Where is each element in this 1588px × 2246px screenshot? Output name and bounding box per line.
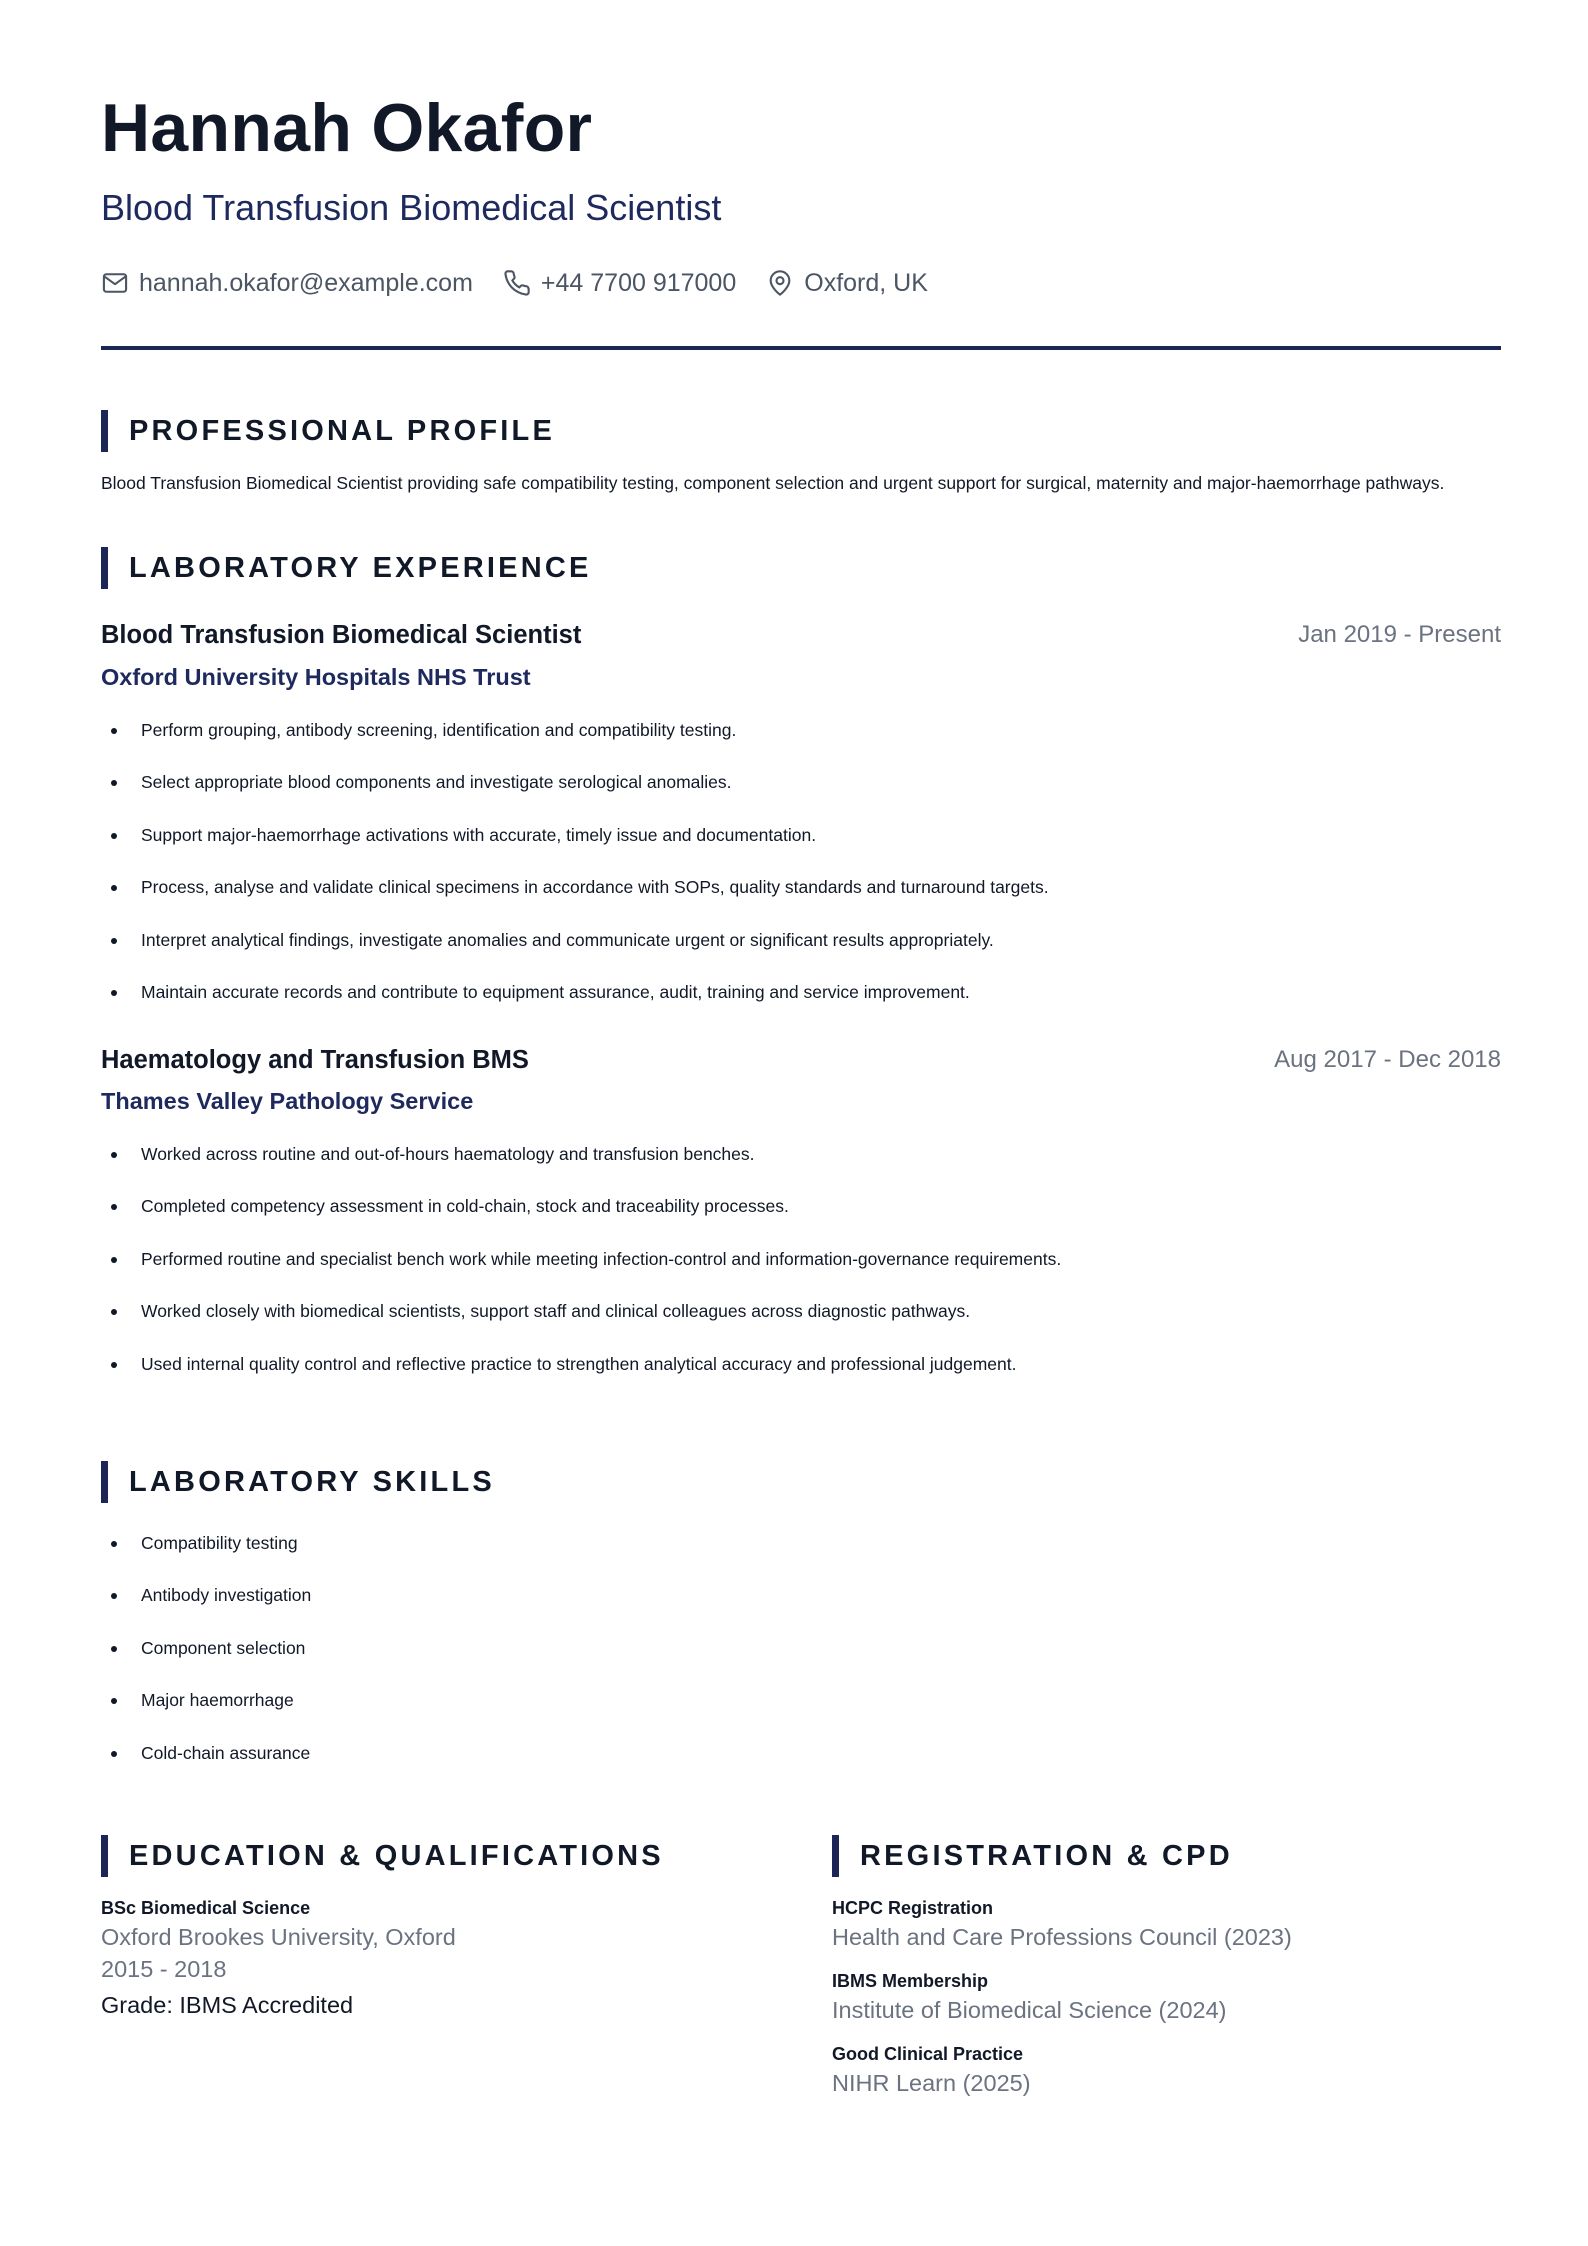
phone-icon bbox=[503, 269, 531, 297]
list-item: Perform grouping, antibody screening, identification and compatibility testing. bbox=[101, 719, 1049, 771]
section-profile-heading bbox=[101, 410, 555, 452]
education-column bbox=[101, 1835, 801, 2020]
education-grade: Grade: IBMS Accredited bbox=[101, 1992, 354, 2018]
contact-location bbox=[766, 268, 928, 298]
list-item: Maintain accurate records and contribute to equipment assurance, audit, training and service improvement. bbox=[101, 981, 1049, 1033]
contact-bar bbox=[101, 268, 958, 298]
list-item: Used internal quality control and reflective practice to strengthen analytical accuracy and professional judgement. bbox=[101, 1353, 1061, 1405]
header-divider bbox=[101, 346, 1501, 350]
skill-item: Compatibility testing bbox=[101, 1532, 311, 1584]
job-2-date: Aug 2017 - Dec 2018 bbox=[1274, 1046, 1501, 1073]
section-accent-bar bbox=[101, 1461, 108, 1503]
list-item: Worked across routine and out-of-hours haematology and transfusion benches. bbox=[101, 1143, 1061, 1195]
section-title: PROFESSIONAL PROFILE bbox=[129, 414, 556, 447]
contact-location-text: Oxford, UK bbox=[804, 269, 928, 297]
job-2-title: Haematology and Transfusion BMS bbox=[101, 1046, 529, 1074]
job-1-date: Jan 2019 - Present bbox=[1298, 621, 1501, 648]
institution: Oxford Brookes University, Oxford bbox=[101, 1924, 456, 1950]
skill-item: Cold-chain assurance bbox=[101, 1742, 311, 1794]
contact-email-text: hannah.okafor@example.com bbox=[139, 269, 473, 297]
mail-icon bbox=[101, 269, 129, 297]
registration-detail: NIHR Learn (2025) bbox=[832, 2070, 1031, 2096]
list-item: Performed routine and specialist bench work while meeting infection-control and information-governance requirements. bbox=[101, 1248, 1061, 1300]
education-years: 2015 - 2018 bbox=[101, 1956, 227, 1982]
section-title: LABORATORY EXPERIENCE bbox=[129, 551, 592, 584]
list-item: Interpret analytical findings, investigate anomalies and communicate urgent or significant results appropriately. bbox=[101, 929, 1049, 981]
list-item: Support major-haemorrhage activations with accurate, timely issue and documentation. bbox=[101, 824, 1049, 876]
section-skills-heading bbox=[101, 1461, 495, 1503]
registration-name: IBMS Membership bbox=[832, 1971, 989, 1991]
degree-name: BSc Biomedical Science bbox=[101, 1898, 311, 1918]
section-accent-bar bbox=[101, 410, 108, 452]
section-experience-heading bbox=[101, 547, 592, 589]
section-title: EDUCATION & QUALIFICATIONS bbox=[129, 1839, 664, 1872]
registration-name: HCPC Registration bbox=[832, 1898, 994, 1918]
candidate-name: Hannah Okafor bbox=[101, 90, 593, 166]
job-1-title: Blood Transfusion Biomedical Scientist bbox=[101, 621, 582, 649]
section-title: REGISTRATION & CPD bbox=[860, 1839, 1233, 1872]
job-1-employer: Oxford University Hospitals NHS Trust bbox=[101, 664, 531, 690]
registration-name: Good Clinical Practice bbox=[832, 2044, 1024, 2064]
registration-item bbox=[832, 2043, 1501, 2098]
list-item: Worked closely with biomedical scientists, support staff and clinical colleagues across diagnostic pathways. bbox=[101, 1300, 1061, 1352]
registration-item bbox=[832, 1970, 1501, 2025]
job-2-employer: Thames Valley Pathology Service bbox=[101, 1088, 474, 1114]
list-item: Select appropriate blood components and investigate serological anomalies. bbox=[101, 771, 1049, 823]
job-2-bullets bbox=[101, 1143, 1061, 1405]
skills-list bbox=[101, 1532, 311, 1794]
registration-column bbox=[832, 1835, 1501, 2098]
registration-item bbox=[832, 1897, 1501, 1952]
registration-detail: Health and Care Professions Council (2023) bbox=[832, 1924, 1292, 1950]
section-accent-bar bbox=[832, 1835, 839, 1877]
skill-item: Component selection bbox=[101, 1637, 311, 1689]
contact-email[interactable] bbox=[101, 268, 473, 298]
skill-item: Antibody investigation bbox=[101, 1584, 311, 1636]
section-accent-bar bbox=[101, 547, 108, 589]
contact-phone-text: +44 7700 917000 bbox=[540, 269, 737, 297]
job-title-headline: Blood Transfusion Biomedical Scientist bbox=[101, 187, 722, 228]
contact-phone[interactable] bbox=[503, 268, 736, 298]
profile-summary: Blood Transfusion Biomedical Scientist providing safe compatibility testing, component selection and urgent support for surgical, maternity and major-haemorrhage pathways. bbox=[101, 473, 1445, 493]
location-pin-icon bbox=[766, 269, 794, 297]
section-title: LABORATORY SKILLS bbox=[129, 1465, 495, 1498]
job-1-bullets bbox=[101, 719, 1049, 1033]
list-item: Process, analyse and validate clinical specimens in accordance with SOPs, quality standards and turnaround targets. bbox=[101, 876, 1049, 928]
section-registration-heading bbox=[832, 1835, 1501, 1877]
registration-detail: Institute of Biomedical Science (2024) bbox=[832, 1997, 1227, 2023]
skill-item: Major haemorrhage bbox=[101, 1689, 311, 1741]
list-item: Completed competency assessment in cold-chain, stock and traceability processes. bbox=[101, 1195, 1061, 1247]
section-accent-bar bbox=[101, 1835, 108, 1877]
section-education-heading bbox=[101, 1835, 801, 1877]
